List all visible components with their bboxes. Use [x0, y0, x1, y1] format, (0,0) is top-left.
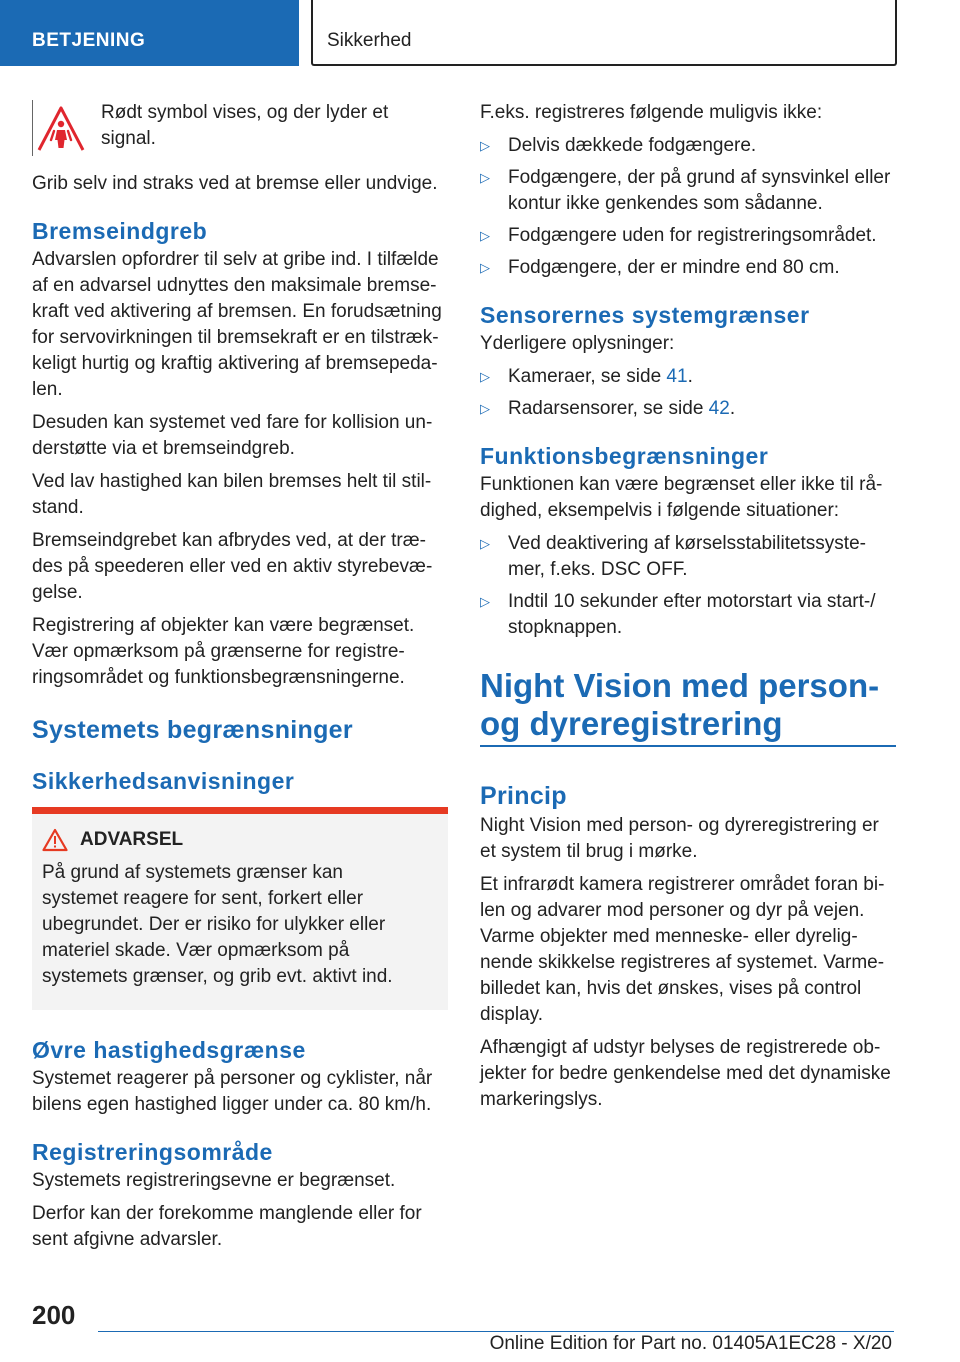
bullet-icon: ▷: [480, 170, 490, 185]
bullet-icon: ▷: [480, 536, 490, 551]
heading-princip: Princip: [480, 782, 567, 810]
left-column: [32, 100, 448, 1260]
footer-divider: [98, 1331, 894, 1332]
bullet-icon: ▷: [480, 401, 490, 416]
brake-paragraph-4: Bremseindgrebet kan afbrydes ved, at der trædes på speederen eller ved en aktiv styrebevægelse.: [32, 530, 433, 603]
undetected-list: [480, 133, 896, 281]
heading-bremseindgreb: Bremseindgreb: [32, 218, 208, 244]
heading-systemets-begraensninger: Systemets begrænsninger: [32, 716, 353, 744]
brake-paragraph-3: Ved lav hastighed kan bilen bremses helt til stilstand.: [32, 471, 432, 518]
principle-paragraph-1: Night Vision med person- og dyreregistrering er et system til brug i mørke.: [480, 815, 879, 862]
bullet-icon: ▷: [480, 228, 490, 243]
right-column: [480, 100, 896, 1120]
page-number: 200: [32, 1300, 76, 1330]
header-subsection-label: Sikkerhed: [327, 30, 412, 51]
principle-paragraph-2: Et infrarødt kamera registrerer området foran bilen og advarer mod personer og dyr på vejen. Varme objekter med menneske- eller dyrelignende skikkelse registreres af systemet. Varmebilledet kan, hvis det ønskes, vises på control display.: [480, 874, 885, 1025]
list-item: ▷ Ved deaktivering af kørselsstabilitetssystemer, f.eks. DSC OFF.: [480, 533, 866, 580]
warning-title: ADVARSEL: [80, 829, 184, 850]
warning-title-row: [42, 828, 424, 852]
list-item: ▷ Fodgængere uden for registreringsområdet.: [480, 223, 896, 249]
list-item: ▷ Fodgængere, der på grund af synsvinkel eller kontur ikke genkendes som sådanne.: [480, 167, 891, 214]
page-link-41[interactable]: 41: [666, 366, 688, 387]
page-link-42[interactable]: 42: [708, 398, 730, 419]
range-paragraph-2: Derfor kan der forekomme manglende eller for sent afgivne advarsler.: [32, 1203, 422, 1250]
pedestrian-warning-icon: [32, 100, 89, 156]
heading-oevre-hastighedsgraense: Øvre hastighedsgrænse: [32, 1037, 306, 1063]
bullet-icon: ▷: [480, 594, 490, 609]
heading-sensorernes-systemgraenser: Sensorernes systemgrænser: [480, 302, 810, 328]
heading-registreringsomraade: Registreringsområde: [32, 1139, 273, 1165]
footer-edition: Online Edition for Part no. 01405A1EC28 - X/20: [489, 1333, 892, 1354]
warning-triangle-icon: [42, 828, 68, 852]
header-section-tab: [0, 0, 299, 66]
warning-box: [32, 807, 448, 1010]
warning-text: På grund af systemets grænser kan systemet reagere for sent, forkert eller ubegrundet. Der er risiko for ulykker eller materiel skade. Vær opmærksom på systemets grænser, og grib evt. aktivt ind.: [42, 862, 393, 987]
brake-paragraph-5: Registrering af objekter kan være begrænset. Vær opmærksom på grænserne for registreringsområdet og funktionsbegrænsningerne.: [32, 615, 415, 688]
list-item: ▷ Kameraer, se side 41.: [480, 364, 896, 390]
brake-paragraph-2: Desuden kan systemet ved fare for kollision understøtte via et bremseindgreb.: [32, 412, 433, 459]
func-paragraph: Funktionen kan være begrænset eller ikke til rådighed, eksempelvis i følgende situationer:: [480, 474, 883, 521]
bullet-icon: ▷: [480, 260, 490, 275]
sensor-list: [480, 364, 896, 422]
list-item: ▷ Indtil 10 sekunder efter motorstart via start-/ stopknappen.: [480, 591, 876, 638]
principle-paragraph-3: Afhængigt af udstyr belyses de registrerede objekter for bedre genkendelse med det dynamiske markeringslys.: [480, 1037, 891, 1110]
night-vision-heading-block: [480, 667, 896, 747]
list-item: ▷ Fodgængere, der er mindre end 80 cm.: [480, 255, 896, 281]
brake-paragraph-1: Advarslen opfordrer til selv at gribe ind. I tilfælde af en advarsel udnyttes den maksimale bremsekraft ved aktivering af bremsen. En forudsætning for servovirkningen til bremsekraft er en tilstrækkeligt hurtig og kraftig aktivering af bremsepedalen.: [32, 249, 442, 400]
symbol-text: Rødt symbol vises, og der lyder et signal.: [101, 102, 389, 149]
sensor-intro: Yderligere oplysninger:: [480, 333, 675, 354]
heading-funktionsbegraensninger: Funktionsbegrænsninger: [480, 443, 769, 469]
header-subsection-box: [311, 0, 897, 66]
range-paragraph-1: Systemets registreringsevne er begrænset.: [32, 1170, 396, 1191]
bullet-icon: ▷: [480, 369, 490, 384]
react-paragraph: Grib selv ind straks ved at bremse eller undvige.: [32, 173, 438, 194]
header-section-label: BETJENING: [32, 30, 146, 51]
heading-sikkerhedsanvisninger: Sikkerhedsanvisninger: [32, 768, 295, 794]
list-item: ▷ Radarsensorer, se side 42.: [480, 396, 896, 422]
bullet-icon: ▷: [480, 138, 490, 153]
symbol-row: [32, 100, 448, 159]
speed-paragraph: Systemet reagerer på personer og cyklister, når bilens egen hastighed ligger under ca. 80 km/h.: [32, 1068, 433, 1115]
heading-night-vision: Night Vision med person- og dyreregistrering: [480, 667, 880, 742]
list-item: ▷ Delvis dækkede fodgængere.: [480, 133, 896, 159]
intro-paragraph: F.eks. registreres følgende muligvis ikke:: [480, 102, 823, 123]
func-list: [480, 531, 896, 641]
